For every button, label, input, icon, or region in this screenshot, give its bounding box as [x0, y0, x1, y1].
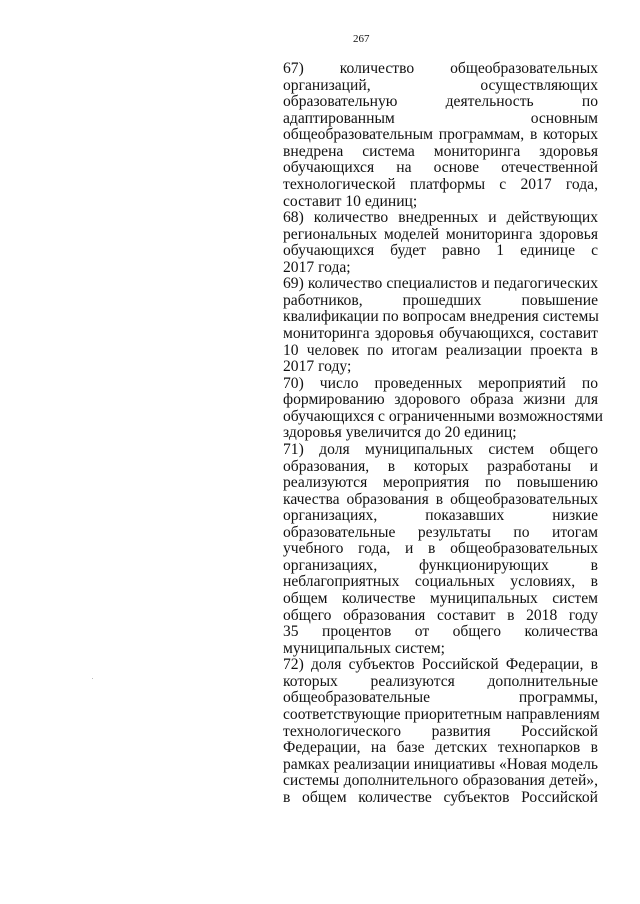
text-line: внедрена система мониторинга здоровья: [283, 142, 598, 160]
text-line: технологического развития Российской: [283, 722, 598, 740]
paragraph: [283, 657, 598, 806]
scan-speck: [92, 678, 93, 679]
text-line: работников, прошедших повышение: [283, 291, 598, 309]
text-line: муниципальных систем;: [283, 639, 445, 657]
text-line: региональных моделей мониторинга здоровья: [283, 225, 598, 243]
text-line: технологической платформы с 2017 года,: [283, 175, 598, 193]
text-line: рамках реализации инициативы «Новая модель: [283, 755, 598, 773]
page-number: 267: [353, 33, 370, 45]
text-line: реализуются мероприятия по повышению: [283, 474, 598, 492]
text-line: образовательную деятельность по: [283, 93, 598, 111]
text-line: формированию здорового образа жизни для: [283, 391, 598, 409]
text-line: 35 процентов от общего количества: [283, 623, 598, 641]
text-line: учебного года, и в общеобразовательных: [283, 540, 598, 558]
text-line: обучающихся с ограниченными возможностями: [283, 407, 603, 425]
text-line: 10 человек по итогам реализации проекта в: [283, 341, 598, 359]
text-line: организациях, функционирующих в: [283, 556, 598, 574]
text-line: 71) доля муниципальных систем общего: [283, 440, 598, 458]
text-line: 67) количество общеобразовательных: [283, 60, 598, 77]
text-line: общеобразовательные программы,: [283, 689, 598, 707]
text-line: обучающихся на основе отечественной: [283, 159, 598, 177]
paragraph: [283, 210, 598, 276]
text-line: 72) доля субъектов Российской Федерации, в: [283, 656, 598, 674]
paragraph: [283, 61, 598, 210]
text-line: в общем количестве субъектов Российской: [283, 788, 598, 806]
text-line: образования, в которых разработаны и: [283, 457, 598, 475]
text-line: обучающихся будет равно 1 единице с: [283, 242, 598, 260]
text-line: квалификации по вопросам внедрения системы: [283, 308, 599, 326]
text-line: общем количестве муниципальных систем: [283, 590, 598, 607]
document-body: [283, 60, 603, 806]
text-line: системы дополнительного образования детей»,: [283, 772, 598, 790]
text-line: неблагоприятных социальных условиях, в: [283, 573, 598, 591]
text-line: 2017 года;: [283, 258, 351, 276]
text-line: которых реализуются дополнительные: [283, 672, 598, 690]
text-line: 70) число проведенных мероприятий по: [283, 374, 598, 392]
text-line: 69) количество специалистов и педагогических: [283, 275, 598, 293]
text-line: общего образования составит в 2018 году: [283, 606, 598, 624]
text-line: здоровья увеличится до 20 единиц;: [283, 424, 517, 442]
paragraph: [283, 442, 598, 657]
text-line: Федерации, на базе детских технопарков в: [283, 739, 598, 757]
text-line: адаптированным основным: [283, 109, 598, 127]
text-line: 68) количество внедренных и действующих: [283, 209, 598, 227]
text-line: составит 10 единиц;: [283, 192, 418, 210]
text-line: соответствующие приоритетным направлениям: [283, 705, 600, 723]
text-line: образовательные результаты по итогам: [283, 523, 598, 541]
text-line: 2017 году;: [283, 358, 352, 376]
paragraph: [283, 374, 603, 442]
paragraph: [283, 276, 598, 375]
text-line: организаций, осуществляющих: [283, 76, 598, 94]
text-line: организациях, показавших низкие: [283, 507, 598, 525]
text-line: качества образования в общеобразовательных: [283, 490, 598, 508]
text-line: мониторинга здоровья обучающихся, составит: [283, 325, 598, 342]
text-line: общеобразовательным программам, в которых: [283, 126, 598, 144]
